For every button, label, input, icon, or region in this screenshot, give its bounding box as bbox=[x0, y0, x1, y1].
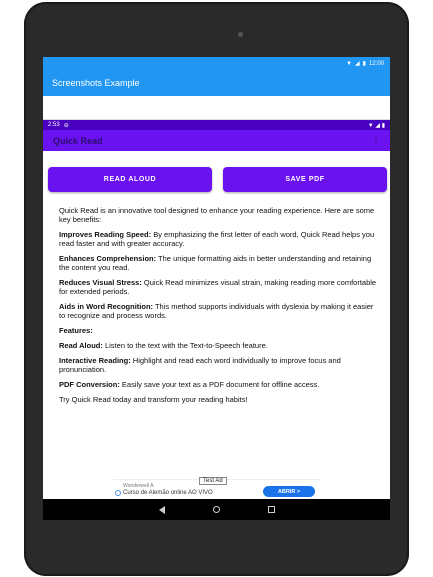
benefit-text: The unique formatting aids in better understanding and retaining the content you read. bbox=[59, 254, 372, 272]
outer-app-bar bbox=[43, 70, 390, 96]
benefit-paragraph bbox=[59, 302, 377, 320]
quick-read-description bbox=[59, 206, 377, 410]
front-camera bbox=[238, 32, 243, 37]
benefit-title: Enhances Comprehension: bbox=[59, 254, 157, 263]
features-heading bbox=[59, 326, 377, 335]
recents-icon[interactable] bbox=[268, 506, 275, 513]
feature-text: Listen to the text with the Text-to-Speech feature. bbox=[102, 341, 268, 350]
signal-icon: ◢ bbox=[355, 61, 360, 67]
battery-icon: ▮ bbox=[362, 61, 366, 67]
benefit-paragraph bbox=[59, 278, 377, 296]
feature-text: Highlight and read each word individually to improve focus and pronunciation. bbox=[59, 356, 341, 374]
benefit-paragraph bbox=[59, 230, 377, 248]
ad-info-icon[interactable] bbox=[115, 490, 121, 496]
benefit-title: Reduces Visual Stress: bbox=[59, 278, 142, 287]
benefit-text: Quick Read minimizes visual strain, making reading more comfortable for extended periods. bbox=[59, 278, 377, 296]
intro-paragraph: Quick Read is an innovative tool designed to enhance your reading experience. Here are some key benefits: bbox=[59, 206, 375, 224]
benefit-text: This method supports individuals with dyslexia by making it easier to recognize and process words. bbox=[59, 302, 374, 320]
back-icon[interactable] bbox=[159, 506, 165, 514]
benefit-title: Improves Reading Speed: bbox=[59, 230, 152, 239]
outer-app-title: Screenshots Example bbox=[52, 78, 140, 88]
read-aloud-button[interactable]: READ ALOUD bbox=[48, 167, 212, 192]
feature-title: Read Aloud: bbox=[59, 341, 103, 350]
save-pdf-button[interactable]: SAVE PDF bbox=[223, 167, 387, 192]
benefit-paragraph bbox=[59, 254, 377, 272]
benefit-title: Aids in Word Recognition: bbox=[59, 302, 154, 311]
inner-battery-icon: ▮ bbox=[381, 122, 385, 129]
home-icon[interactable] bbox=[213, 506, 220, 513]
ad-headline: Curso de Alemão online AO VIVO bbox=[123, 490, 213, 496]
outer-status-time: 12:00 bbox=[368, 60, 384, 67]
feature-paragraph bbox=[59, 380, 377, 389]
overflow-menu-icon[interactable]: ⋮ bbox=[372, 136, 380, 145]
inner-wifi-icon: ▼ bbox=[367, 122, 374, 129]
ad-open-button[interactable]: ABRIR > bbox=[263, 486, 315, 497]
ad-banner[interactable] bbox=[113, 479, 321, 499]
app-title: Quick Read bbox=[53, 135, 103, 146]
feature-paragraph bbox=[59, 341, 377, 350]
closing-paragraph: Try Quick Read today and transform your reading habits! bbox=[59, 395, 248, 404]
test-ad-badge: Test Ad bbox=[199, 477, 227, 485]
feature-paragraph bbox=[59, 356, 377, 374]
inner-status-bar bbox=[43, 120, 390, 130]
outer-status-bar bbox=[43, 57, 390, 70]
device-screen bbox=[43, 57, 390, 520]
inner-app-bar bbox=[43, 130, 390, 151]
feature-title: PDF Conversion: bbox=[59, 380, 120, 389]
feature-title: Interactive Reading: bbox=[59, 356, 131, 365]
system-navigation-bar bbox=[43, 499, 390, 520]
notification-icon: ⊖ bbox=[63, 122, 69, 129]
ad-advertiser: Wonderwell A bbox=[123, 483, 154, 489]
inner-status-time: 2:53 bbox=[48, 122, 60, 128]
benefit-text: By emphasizing the first letter of each word, Quick Read helps you read faster and with greater accuracy. bbox=[59, 230, 375, 248]
inner-signal-icon: ◢ bbox=[375, 122, 381, 129]
wifi-icon: ▼ bbox=[346, 60, 353, 67]
outer-content-strip bbox=[43, 96, 390, 120]
features-heading-text: Features: bbox=[59, 326, 93, 335]
feature-text: Easily save your text as a PDF document for offline access. bbox=[119, 380, 320, 389]
